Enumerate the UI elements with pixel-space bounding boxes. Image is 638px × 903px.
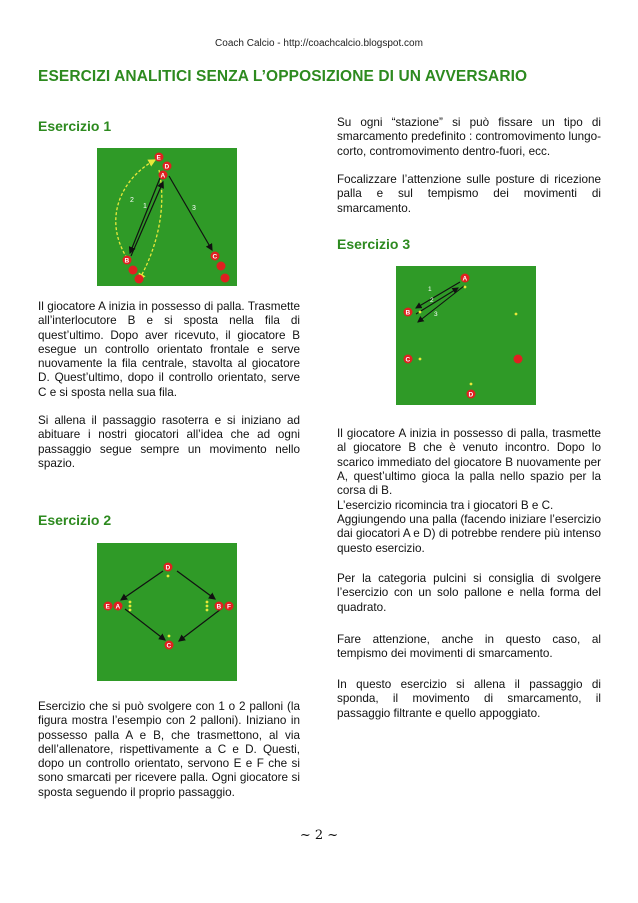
svg-text:C: C: [212, 253, 218, 261]
arrow-label-2: 2: [130, 197, 134, 204]
svg-text:E: E: [156, 154, 161, 162]
heading-esercizio-2: Esercizio 2: [38, 512, 112, 528]
ex3-paragraph-2: L’esercizio ricomincia tra i giocatori B e C.: [337, 499, 554, 512]
diagram-esercizio-1: [97, 148, 237, 286]
svg-text:F: F: [227, 603, 231, 611]
page-title: ESERCIZI ANALITICI SENZA L’OPPOSIZIONE DI UN AVVERSARIO: [38, 68, 528, 85]
arrow-label-2: 2: [430, 297, 434, 304]
arrow-label-1: 1: [428, 286, 432, 293]
svg-text:D: D: [468, 391, 474, 399]
ex1-paragraph-1: Il giocatore A inizia in possesso di palla. Trasmette all’interlocutore B e si sposta nella fila di quest’ultimo. Dopo aver ricevuto, il giocatore B esegue un controllo orientato frontale e serve nuovamente la fila centrale, stavolta al giocatore D. Quest’ultimo, dopo il controllo orientato, serve C e si sposta nella sua fila.: [38, 300, 300, 399]
right-paragraph-2: Focalizzare l’attenzione sulle posture di ricezione palla e sul tempismo dei movimenti di smarcamento.: [337, 173, 601, 215]
svg-text:C: C: [166, 642, 172, 650]
page-header: Coach Calcio - http://coachcalcio.blogspot.com: [215, 38, 423, 49]
ex1-paragraph-2: Si allena il passaggio rasoterra e si iniziano ad abituare i nostri giocatori all’idea che ad ogni passaggio segue sempre un movimento nello spazio.: [38, 414, 300, 470]
right-paragraph-1: Su ogni “stazione” si può fissare un tipo di smarcamento predefinito : contromovimento lungo-corto, contromovimento dentro-fuori, ecc.: [337, 116, 601, 158]
diagram-esercizio-2: [97, 543, 237, 681]
ex3-paragraph-6: In questo esercizio si allena il passaggio di sponda, il movimento di smarcamento, il passaggio filtrante e quello appoggiato.: [337, 678, 601, 720]
svg-text:E: E: [105, 603, 110, 611]
svg-text:A: A: [462, 275, 468, 283]
svg-text:D: D: [165, 564, 171, 572]
arrow-label-3: 3: [434, 311, 438, 318]
svg-text:B: B: [405, 309, 411, 317]
heading-esercizio-3: Esercizio 3: [337, 236, 411, 252]
diagram-esercizio-3: [396, 266, 536, 405]
heading-esercizio-1: Esercizio 1: [38, 118, 112, 134]
ex3-paragraph-1: Il giocatore A inizia in possesso di palla, trasmette al giocatore B che è venuto incontro. Dopo lo scarico immediato del giocatore B nuovamente per A, quest’ultimo gioca la palla nello spazio per la corsa di B.: [337, 427, 601, 498]
svg-text:B: B: [216, 603, 222, 611]
svg-text:A: A: [115, 603, 121, 611]
ex3-paragraph-4: Per la categoria pulcini si consiglia di svolgere l’esercizio con un solo pallone e nella forma del quadrato.: [337, 572, 601, 614]
svg-text:C: C: [405, 356, 411, 364]
arrow-label-3: 3: [192, 205, 196, 212]
ex3-paragraph-5: Fare attenzione, anche in questo caso, al tempismo dei movimenti di smarcamento.: [337, 633, 601, 661]
svg-text:B: B: [124, 257, 130, 265]
svg-text:A: A: [160, 172, 166, 180]
ex3-paragraph-3: Aggiungendo una palla (facendo iniziare l’esercizio dai giocatori A e D) di potrebbe rendere più intenso questo esercizio.: [337, 513, 601, 555]
arrow-label-1: 1: [143, 203, 147, 210]
svg-text:D: D: [164, 163, 170, 171]
page-number: ~ 2 ~: [299, 828, 339, 843]
ex2-paragraph-1: Esercizio che si può svolgere con 1 o 2 palloni (la figura mostra l’esempio con 2 palloni). Iniziano in possesso palla A e B, che trasmettono, al via dell’allenatore, rispettivamente a C e D. Questi, dopo un controllo orientato, servono E e F che si sono smarcati per ricevere palla. Ogni giocatore si sposta seguendo il proprio passaggio.: [38, 700, 300, 799]
